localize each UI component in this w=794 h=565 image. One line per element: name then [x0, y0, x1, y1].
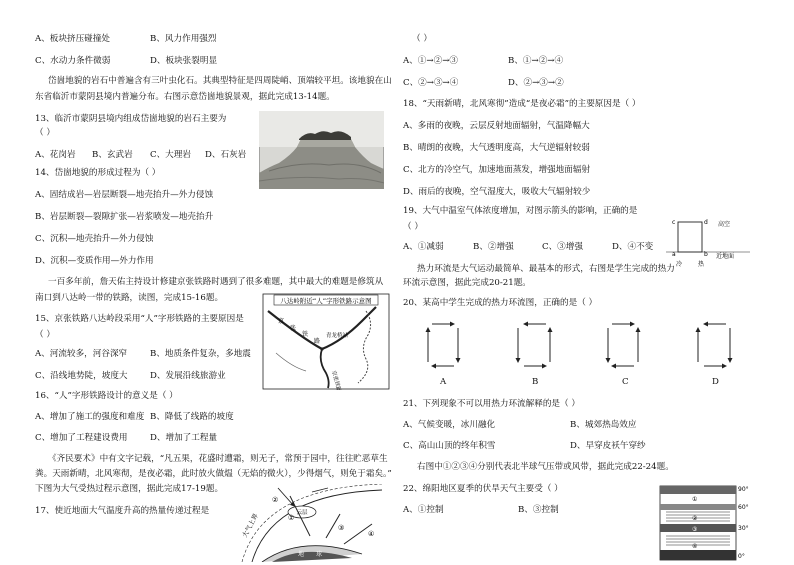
- question-13: 13、临沂市蒙阴县境内组成岱崮地貌的岩石主要为: [35, 114, 227, 124]
- hot-label: 热: [698, 261, 705, 268]
- q20-label-a: A: [440, 377, 447, 387]
- heat-mark-1: ①: [288, 514, 295, 522]
- q19-option-a: A、①减弱: [403, 242, 444, 252]
- circulation-options-svg: [420, 318, 760, 376]
- railway-label-tie: 铁: [302, 331, 309, 338]
- daigu-landform-photo: [259, 111, 384, 189]
- intro-20-line1: 热力环流是大气运动最简单、最基本的形式，右图是学生完成的热力: [417, 264, 675, 274]
- near-ground-label: 近地面: [716, 253, 735, 260]
- intro-15-line2: 南口到八达岭一带的铁路，读图，完成15-16题。: [35, 293, 224, 303]
- qinglongqiao-station-label: 青龙桥站: [326, 333, 349, 339]
- question-16: 16、“人”字形铁路设计的意义是（ ）: [35, 391, 178, 401]
- atmospheric-heating-figure: [232, 484, 392, 562]
- box-corner-a: a: [672, 251, 676, 258]
- daigu-photo-image: [259, 111, 384, 189]
- q13-option-d: D、石灰岩: [205, 150, 247, 160]
- box-corner-d: d: [704, 219, 708, 226]
- question-15: 15、京张铁路八达岭段采用“人”字形铁路的主要原因是: [35, 314, 244, 324]
- q20-label-b: B: [532, 377, 539, 387]
- belt-tick-60: 60°: [738, 504, 749, 511]
- intro-15-line1: 一百多年前，詹天佑主持设计修建京张铁路时遇到了很多难题，其中最大的难题是修筑从: [48, 277, 384, 287]
- heat-mark-3: ③: [338, 524, 345, 532]
- circulation-options-figure: [420, 318, 760, 376]
- question-20: 20、某高中学生完成的热力环流图，正确的是（ ）: [403, 298, 598, 308]
- q20-label-c: C: [622, 377, 629, 387]
- belt-tick-90: 90°: [738, 486, 749, 493]
- q17-option-b: B、①→②→④: [508, 56, 564, 66]
- q15-option-b: B、地质条件复杂，多地震: [150, 349, 251, 359]
- q16-option-b: B、降低了线路的坡度: [150, 412, 234, 422]
- belt-mark-4: ④: [692, 543, 698, 550]
- thermal-box-svg: [666, 212, 750, 274]
- q20-label-d: D: [712, 377, 719, 387]
- q16-option-c: C、增加了工程建设费用: [35, 433, 128, 443]
- question-19: 19、大气中温室气体浓度增加，对图示箭头的影响，正确的是: [403, 206, 638, 216]
- heat-mark-2: ②: [272, 496, 279, 504]
- q21-option-a: A、气候变暖，冰川融化: [403, 420, 496, 430]
- q22-option-b: B、③控制: [518, 505, 559, 515]
- intro-17-line3: 下图为大气受热过程示意图，据此完成17-19题。: [35, 484, 224, 494]
- belt-mark-1: ①: [692, 496, 698, 503]
- q16-option-d: D、增加了工程量: [150, 433, 218, 443]
- intro-13-line1: 岱崮地貌的岩石中普遍含有三叶虫化石。其典型特征是四周陡峭、顶端较平坦。该地貌在山: [48, 76, 392, 86]
- box-corner-b: b: [704, 251, 708, 258]
- q17-option-d: D、②→③→②: [508, 78, 564, 88]
- q14-option-c: C、沉积—地壳抬升—外力侵蚀: [35, 234, 154, 244]
- railway-label-jing: 京: [278, 318, 285, 325]
- intro-13-line2: 东省临沂市蒙阴县境内普遍分布。右图示意岱崮地貌景观，据此完成13-14题。: [35, 92, 335, 102]
- q19-option-b: B、②增强: [473, 242, 514, 252]
- q13-option-c: C、大理岩: [150, 150, 191, 160]
- railway-map-svg: [262, 293, 390, 390]
- q12-option-d: D、板块张裂明显: [150, 56, 218, 66]
- q22-option-a: A、①控制: [403, 505, 444, 515]
- q15-option-d: D、发展沿线旅游业: [150, 371, 226, 381]
- intro-17-line1: 《齐民要术》中有文字记载，“凡五果，花盛时遭霜，则无子，常预于园中，往往贮恶草生: [48, 454, 388, 464]
- q14-option-a: A、固结成岩—岩层断裂—地壳抬升—外力侵蚀: [35, 190, 214, 200]
- pressure-belts-figure: [656, 482, 766, 562]
- upper-air-label: 高空: [718, 221, 731, 228]
- railway-label-vertical: 京张铁路: [330, 369, 342, 390]
- q12-option-a: A、板块挤压碰撞处: [35, 34, 110, 44]
- railway-map-title: 八达岭附近“人”字形铁路示意图: [280, 297, 372, 305]
- q17-paren: （ ）: [412, 34, 432, 44]
- q19-option-d: D、④不变: [612, 242, 654, 252]
- railway-label-lu: 路: [314, 338, 321, 345]
- earth-label-1: 地: [298, 551, 305, 558]
- cold-label: 冷: [676, 261, 683, 268]
- question-21: 21、下列现象不可以用热力环流解释的是（ ）: [403, 399, 580, 409]
- question-15-paren: （ ）: [35, 330, 55, 340]
- question-14: 14、岱崮地貌的形成过程为（ ）: [35, 168, 161, 178]
- question-18: 18、“天雨新晴，北风寒彻”造成“是夜必霜”的主要原因是（ ）: [403, 99, 641, 109]
- atmosphere-top-label: 大气上界: [240, 512, 260, 539]
- pressure-belts-svg: [656, 482, 766, 562]
- q19-option-c: C、③增强: [542, 242, 583, 252]
- q14-option-b: B、岩层断裂—裂隙扩张—岩浆喷发—地壳抬升: [35, 212, 214, 222]
- thermal-box-figure: [666, 212, 750, 274]
- q18-option-c: C、北方的冷空气，加速地面蒸发，增强地面辐射: [403, 165, 591, 175]
- q12-option-b: B、风力作用强烈: [150, 34, 217, 44]
- cloud-layer-label: 云层: [296, 510, 308, 516]
- circulation-d-diagram: [698, 324, 730, 366]
- q17-option-c: C、②→③→④: [403, 78, 459, 88]
- q18-option-b: B、晴朗的夜晚，大气透明度高，大气逆辐射较弱: [403, 143, 590, 153]
- circulation-c-diagram: [608, 324, 638, 366]
- intro-22: 右图中①②③④分别代表北半球气压带或风带，据此完成22-24题。: [417, 462, 674, 472]
- question-13-paren: （ ）: [35, 128, 55, 138]
- question-22: 22、绵阳地区夏季的伏旱天气主要受（ ）: [403, 484, 563, 494]
- railway-map-figure: [262, 293, 390, 390]
- question-19-paren: （ ）: [403, 222, 423, 232]
- q15-option-c: C、沿线地势陡，坡度大: [35, 371, 128, 381]
- atmospheric-heating-svg: [232, 484, 392, 562]
- heat-mark-4: ④: [368, 530, 375, 538]
- q13-option-b: B、玄武岩: [92, 150, 133, 160]
- circulation-a-diagram: [428, 324, 458, 366]
- box-corner-c: c: [672, 219, 676, 226]
- q18-option-a: A、多雨的夜晚，云层反射地面辐射，气温降幅大: [403, 121, 590, 131]
- q16-option-a: A、增加了施工的强度和难度: [35, 412, 145, 422]
- q15-option-a: A、河流较多，河谷深窄: [35, 349, 128, 359]
- q12-option-c: C、水动力条件微弱: [35, 56, 111, 66]
- q21-option-b: B、城郊热岛效应: [570, 420, 637, 430]
- q17-option-a: A、①→②→③: [403, 56, 458, 66]
- belt-mark-2: ②: [692, 515, 698, 522]
- belt-tick-30: 30°: [738, 525, 749, 532]
- q13-option-a: A、花岗岩: [35, 150, 76, 160]
- earth-label-2: 球: [316, 551, 323, 558]
- q21-option-c: C、高山山顶的终年积雪: [403, 441, 496, 451]
- intro-20-line2: 环流示意图，据此完成20-21题。: [403, 278, 531, 288]
- belt-tick-0: 0°: [738, 553, 745, 560]
- circulation-b-diagram: [518, 324, 550, 366]
- belt-mark-3: ③: [692, 526, 698, 533]
- intro-17-line2: 粪。天雨新晴，北风寒彻，是夜必霜，此时放火做煴（无焰的微火），少得烟气，则免于霜矣。”: [35, 469, 392, 479]
- question-17: 17、使近地面大气温度升高的热量传递过程是: [35, 506, 210, 516]
- q14-option-d: D、沉积—变质作用—外力作用: [35, 256, 154, 266]
- q18-option-d: D、雨后的夜晚，空气湿度大，吸收大气辐射较少: [403, 187, 591, 197]
- railway-label-zhang: 张: [290, 325, 297, 332]
- q21-option-d: D、早穿皮袄午穿纱: [570, 441, 646, 451]
